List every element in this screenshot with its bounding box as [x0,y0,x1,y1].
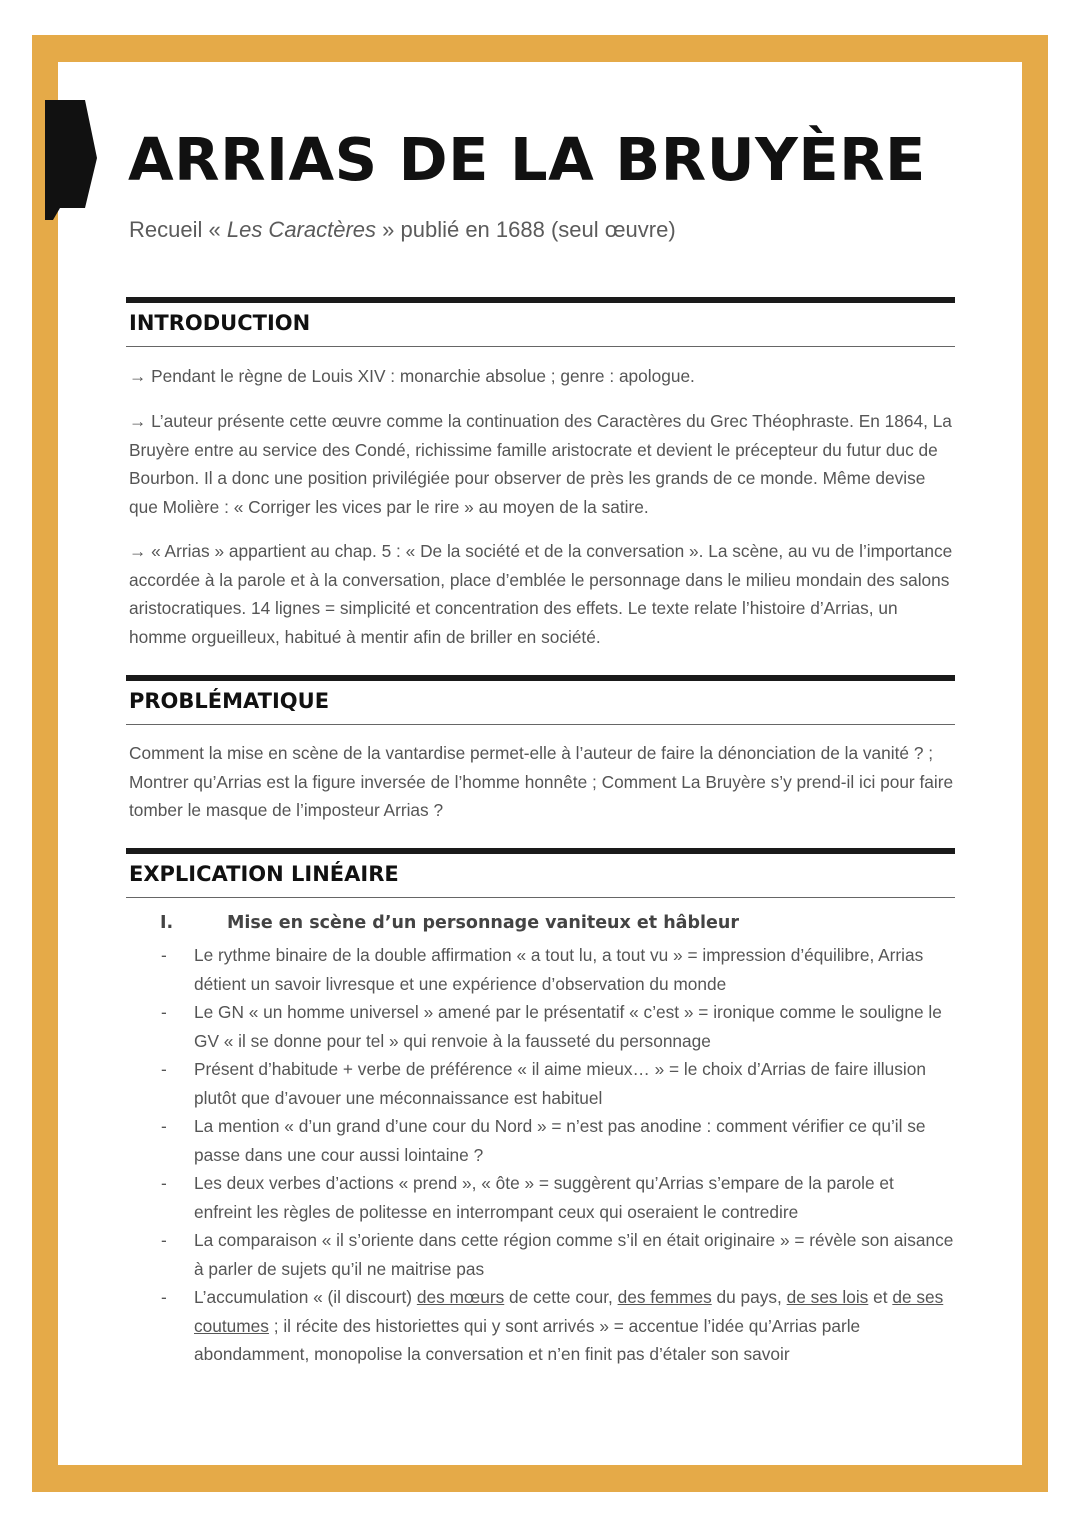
problematique-header [126,675,955,725]
list-item-text: La comparaison « il s’oriente dans cette région comme s’il en était originaire » = révèle son aisance à parler de sujets qu’il ne maitrise pas [194,1230,954,1279]
page-subtitle [129,217,676,243]
analysis-list [160,941,955,1369]
underlined-phrase: de ses coutumes [194,1287,944,1336]
underlined-phrase: des femmes [617,1287,712,1307]
list-item-text: La mention « d’un grand d’une cour du Nord » = n’est pas anodine : comment vérifier ce qu’il se passe dans une cour aussi lointaine ? [194,1116,926,1165]
text-run: et [868,1287,893,1307]
bullet-dash: - [161,1059,167,1079]
page-title: ARRIAS DE LA BRUYÈRE [128,125,926,194]
list-item-text: Présent d’habitude + verbe de préférence « il aime mieux… » = le choix d’Arrias de faire illusion plutôt que d’avouer une méconnaissance est habituel [194,1059,926,1108]
section-rule-thin [126,897,955,898]
subtitle-work: Les Caractères [226,217,377,242]
list-item [160,1226,955,1283]
text-run: du pays, [711,1287,787,1307]
introduction-heading: INTRODUCTION [129,311,311,335]
bullet-dash: - [161,1173,167,1193]
problematique-heading: PROBLÉMATIQUE [129,689,330,713]
part-number: I. [160,913,174,933]
list-item-text: Le GN « un homme universel » amené par le présentatif « c’est » = ironique comme le souligne le GV « il se donne pour tel » qui renvoie à la fausseté du personnage [194,1002,942,1051]
part-title: Mise en scène d’un personnage vaniteux et hâbleur [227,913,739,933]
explication-header [126,848,955,898]
text-run: de cette cour, [504,1287,618,1307]
list-item [160,1283,955,1369]
list-item [160,1055,955,1112]
intro-paragraph-2: → L’auteur présente cette œuvre comme la continuation des Caractères du Grec Théophraste. En 1864, La Bruyère entre au service des Condé, richissime famille aristocrate et devient le précepteur du futur duc de Bourbon. Il a donc une position privilégiée pour observer de près les grands de ce monde. Même devise que Molière : « Corriger les vices par le rire » au moyen de la satire. [129,411,952,517]
bullet-dash: - [161,1116,167,1136]
text-run: ; il récite des historiettes qui y sont arrivés » = accentue l’idée qu’Arrias parle abondamment, monopolise la conversation et n’en finit pas d’étaler son savoir [194,1315,861,1364]
part-heading [160,913,739,933]
bookmark-tab-icon [45,100,97,220]
problematique-text: Comment la mise en scène de la vantardise permet-elle à l’auteur de faire la dénonciation de la vanité ? ; Montrer qu’Arrias est la figure inversée de l’homme honnête ; Comment La Bruyère s’y prend-il ici pour faire tomber le masque de l’imposteur Arrias ? [129,743,954,820]
bullet-dash: - [161,1287,167,1307]
section-rule-thin [126,346,955,347]
explication-heading: EXPLICATION LINÉAIRE [129,862,399,886]
bullet-dash: - [161,1002,167,1022]
list-item-text [194,1287,943,1364]
bullet-dash: - [161,945,167,965]
list-item [160,1112,955,1169]
intro-paragraph-1: → Pendant le règne de Louis XIV : monarchie absolue ; genre : apologue. [129,366,695,386]
list-item [160,998,955,1055]
text-run: L’accumulation « (il discourt) [194,1287,417,1307]
list-item [160,1169,955,1226]
list-item-text: Les deux verbes d’actions « prend », « ôte » = suggèrent qu’Arrias s’empare de la parole et enfreint les règles de politesse en interrompant ceux qui oseraient le contredire [194,1173,894,1222]
introduction-header [126,297,955,347]
intro-paragraph-3: → « Arrias » appartient au chap. 5 : « De la société et de la conversation ». La scène, au vu de l’importance accordée à la parole et à la conversation, place d’emblée le personnage dans le milieu mondain des salons aristocratiques. 14 lignes = simplicité et concentration des effets. Le texte relate l’histoire d’Arrias, un homme orgueilleux, habitué à mentir afin de briller en société. [129,541,953,647]
underlined-phrase: des mœurs [416,1287,505,1307]
subtitle-suffix: » publié en 1688 (seul œuvre) [376,217,676,242]
underlined-phrase: de ses lois [786,1287,869,1307]
list-item-text: Le rythme binaire de la double affirmation « a tout lu, a tout vu » = impression d’équilibre, Arrias détient un savoir livresque et une expérience d’observation du monde [194,945,924,994]
list-item [160,941,955,998]
section-rule-thin [126,724,955,725]
subtitle-prefix: Recueil « [129,217,227,242]
bullet-dash: - [161,1230,167,1250]
